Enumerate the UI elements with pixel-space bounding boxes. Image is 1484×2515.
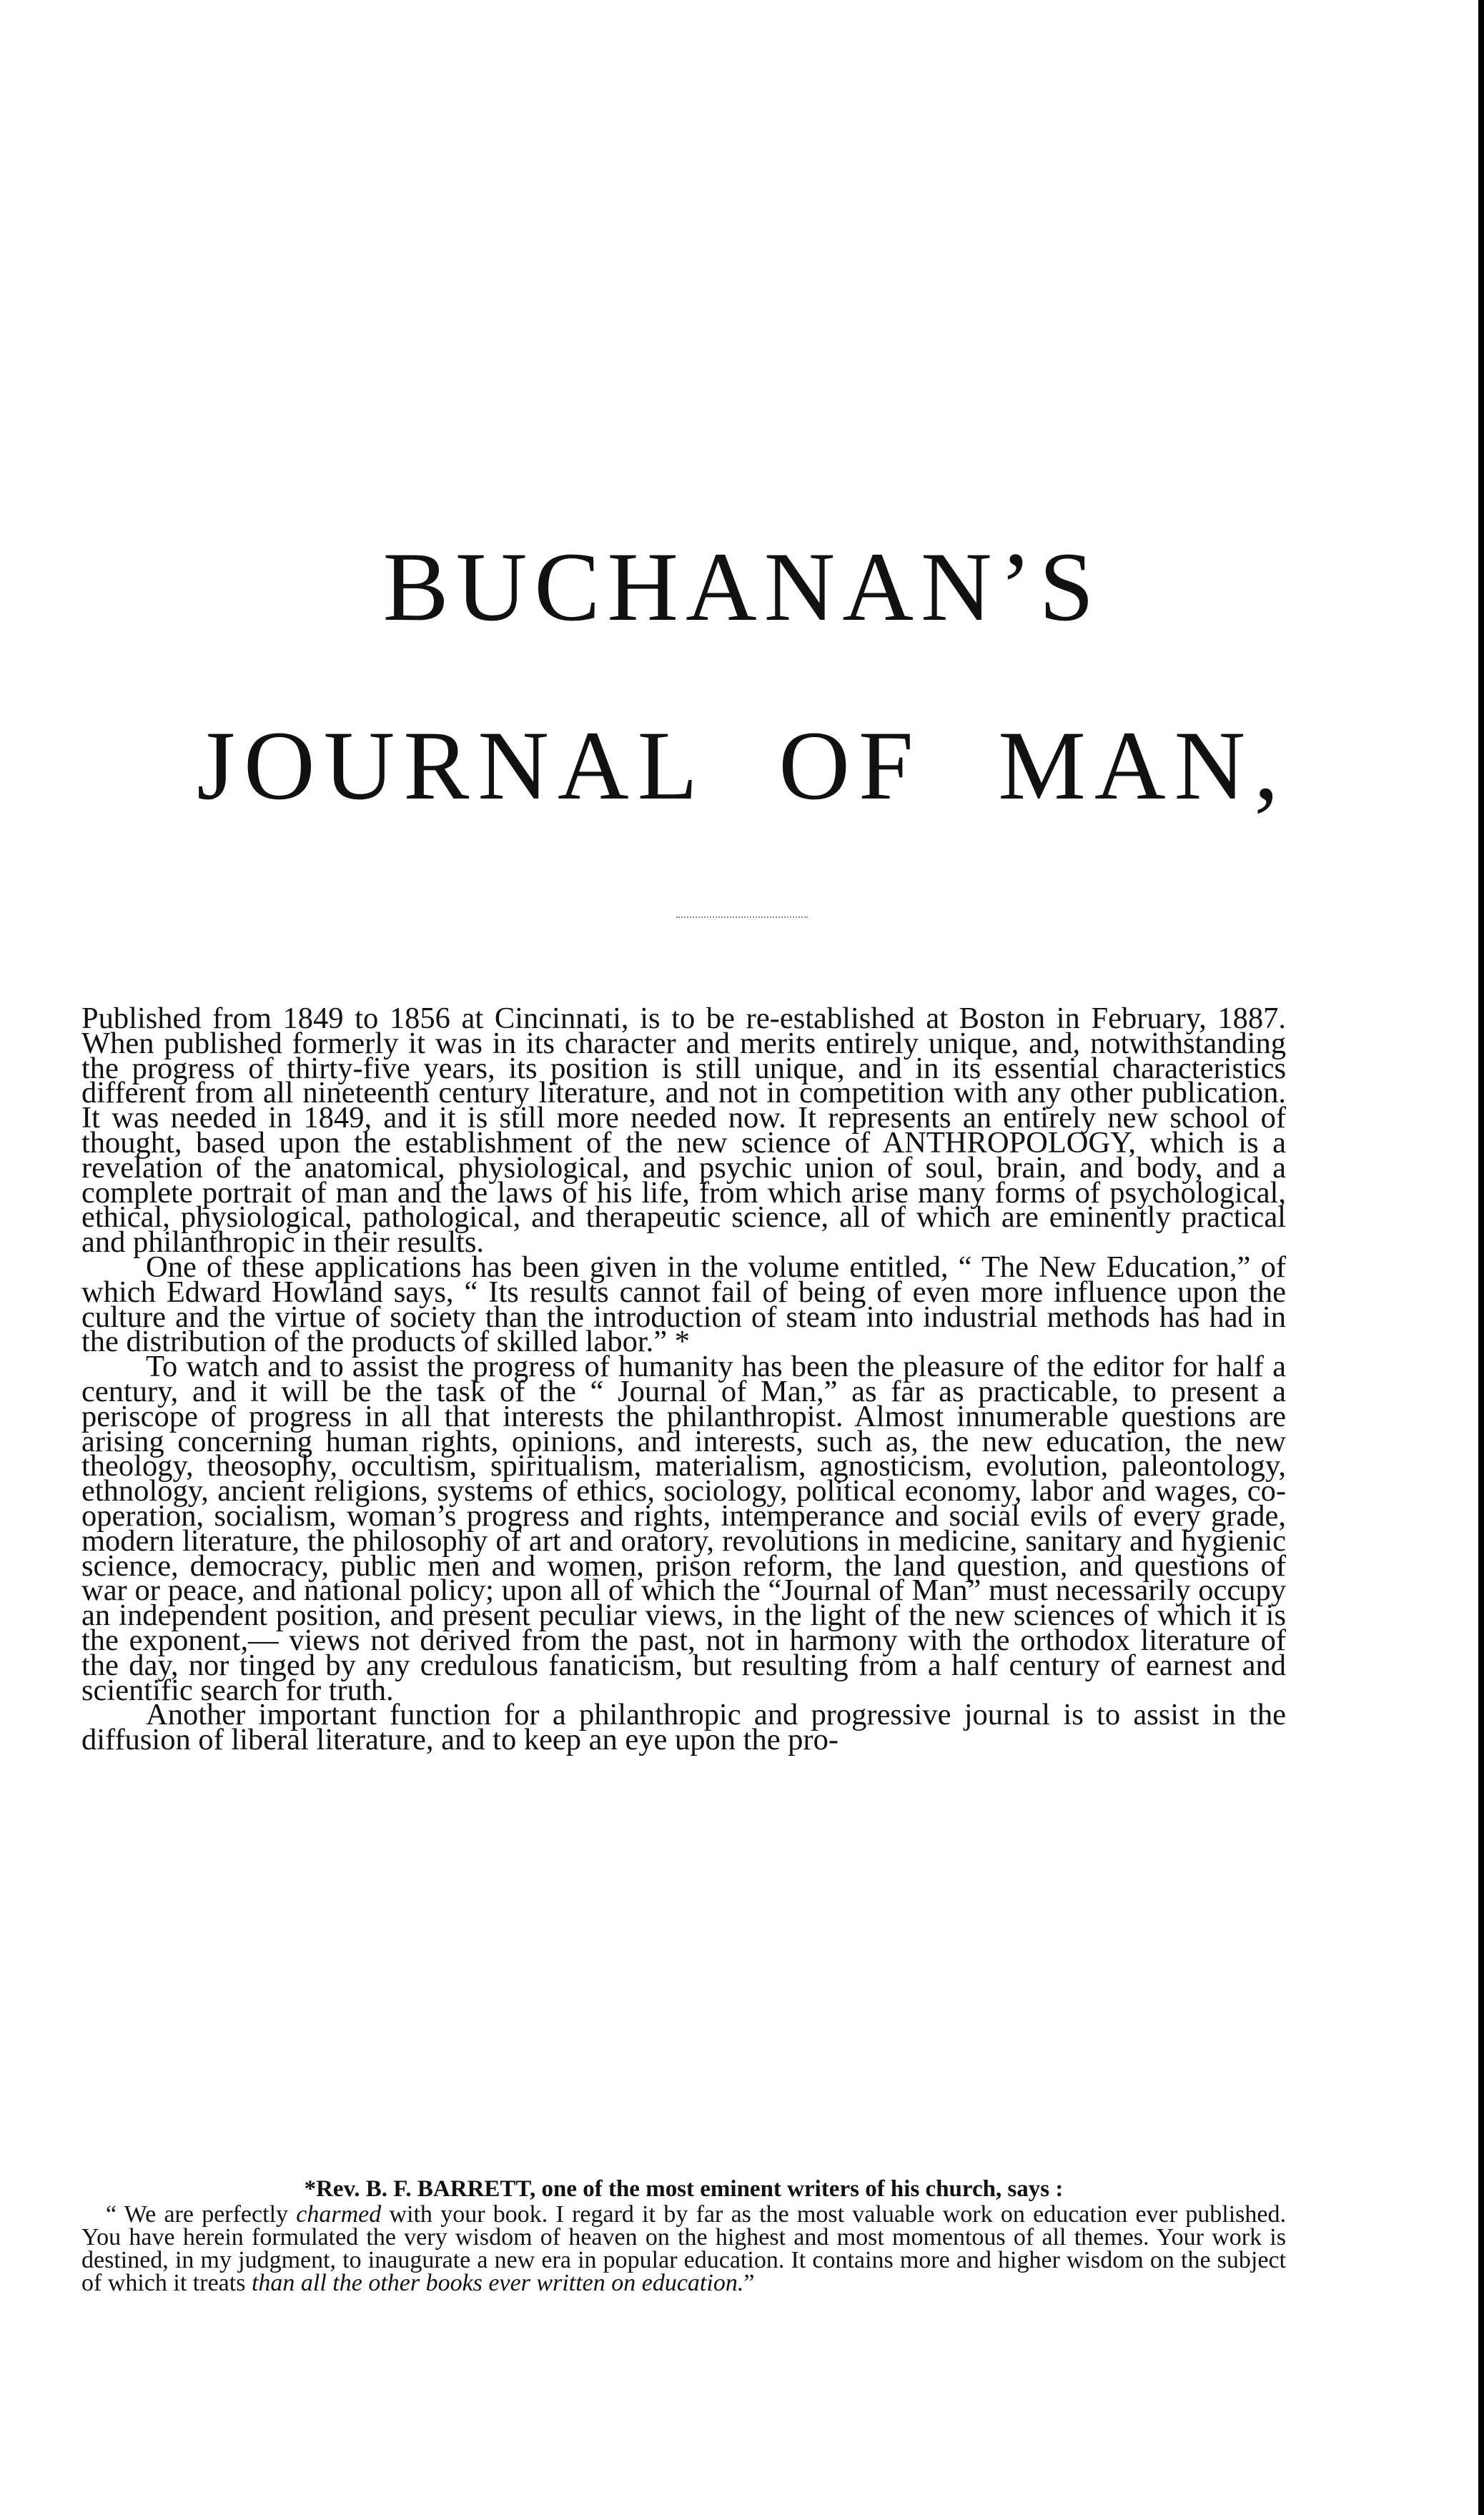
title-line-1: BUCHANAN’S <box>382 532 1102 641</box>
footnote-quote-middle: with your book. I regard it by far as the most valuable work on education ever published. You have herein formulated the very wisdom of heaven on the highest and most momentous of all themes. Your work is destined, in my judgment, to inaugurate a new era in popular education. It contains more and higher wisdom on the subject of which it treats <box>81 2201 1287 2296</box>
footnote-quote <box>81 2203 1286 2295</box>
paragraph-2: One of these applications has been given in the volume entitled, “ The New Education,” of which Edward Howland says, “ Its results cannot fail of being of even more influence upon the culture and the virtue of society than the introduction of steam into industrial methods has had in the distribution of the products of skilled labor.” * <box>81 1250 1286 1359</box>
paragraph-4: Another important function for a philanthropic and progressive journal is to assist in the diffusion of liberal literature, and to keep an eye upon the pro- <box>81 1698 1286 1757</box>
footnote <box>81 2178 1286 2295</box>
footnote-heading: *Rev. B. F. BARRETT, one of the most eminent writers of his church, says : <box>304 2176 1064 2202</box>
paragraph-1: Published from 1849 to 1856 at Cincinnati, is to be re-established at Boston in February, 1887. When published formerly it was in its character and merits entirely unique, and, notwithstanding the progress of thirty-five years, its position is still unique, and in its essential characteristics different from all nineteenth century literature, and not in competition with any other publication. It was needed in 1849, and it is still more needed now. It represents an entirely new school of thought, based upon the establishment of the new science of ANTHROPOLOGY, which is a revelation of the anatomical, physiological, and psychic union of soul, brain, and body, and a complete portrait of man and the laws of his life, from which arise many forms of psychological, ethical, physiological, pathological, and therapeutic science, all of which are eminently practical and philanthropic in their results. <box>81 1002 1286 1260</box>
body-text <box>81 1002 1286 1757</box>
paragraph-3: To watch and to assist the progress of humanity has been the pleasure of the editor for half a century, and it will be the task of the “ Journal of Man,” as far as practicable, to present a periscope of progress in all that interests the philanthropist. Almost innumerable questions are arising concerning human rights, opinions, and interests, such as, the new education, the new theology, theosophy, occultism, spiritualism, materialism, agnosticism, evolution, paleontology, ethnology, ancient religions, systems of ethics, sociology, political economy, labor and wages, co-operation, socialism, woman’s progress and rights, intemperance and social evils of every grade, modern literature, the philosophy of art and oratory, revolutions in medicine, sanitary and hygienic science, democracy, public men and women, prison reform, the land question, and questions of war or peace, and national policy; upon all of which the “Journal of Man” must necessarily occupy an independent position, and present peculiar views, in the light of the new sciences of which it is the exponent,— views not derived from the past, not in harmony with the orthodox literature of the day, nor tinged by any credulous fanaticism, but resulting from a half century of earnest and scientific search for truth. <box>81 1350 1286 1707</box>
footnote-quote-start: “ We are perfectly <box>106 2201 297 2228</box>
footnote-quote-end: ” <box>743 2270 755 2296</box>
footnote-emphasis-2: than all the other books ever written on education. <box>251 2270 744 2296</box>
title-line-2: JOURNAL OF MAN, <box>197 711 1287 820</box>
title-divider <box>676 916 808 918</box>
page-edge-shadow <box>1478 0 1484 2515</box>
footnote-emphasis-1: charmed <box>296 2201 382 2228</box>
